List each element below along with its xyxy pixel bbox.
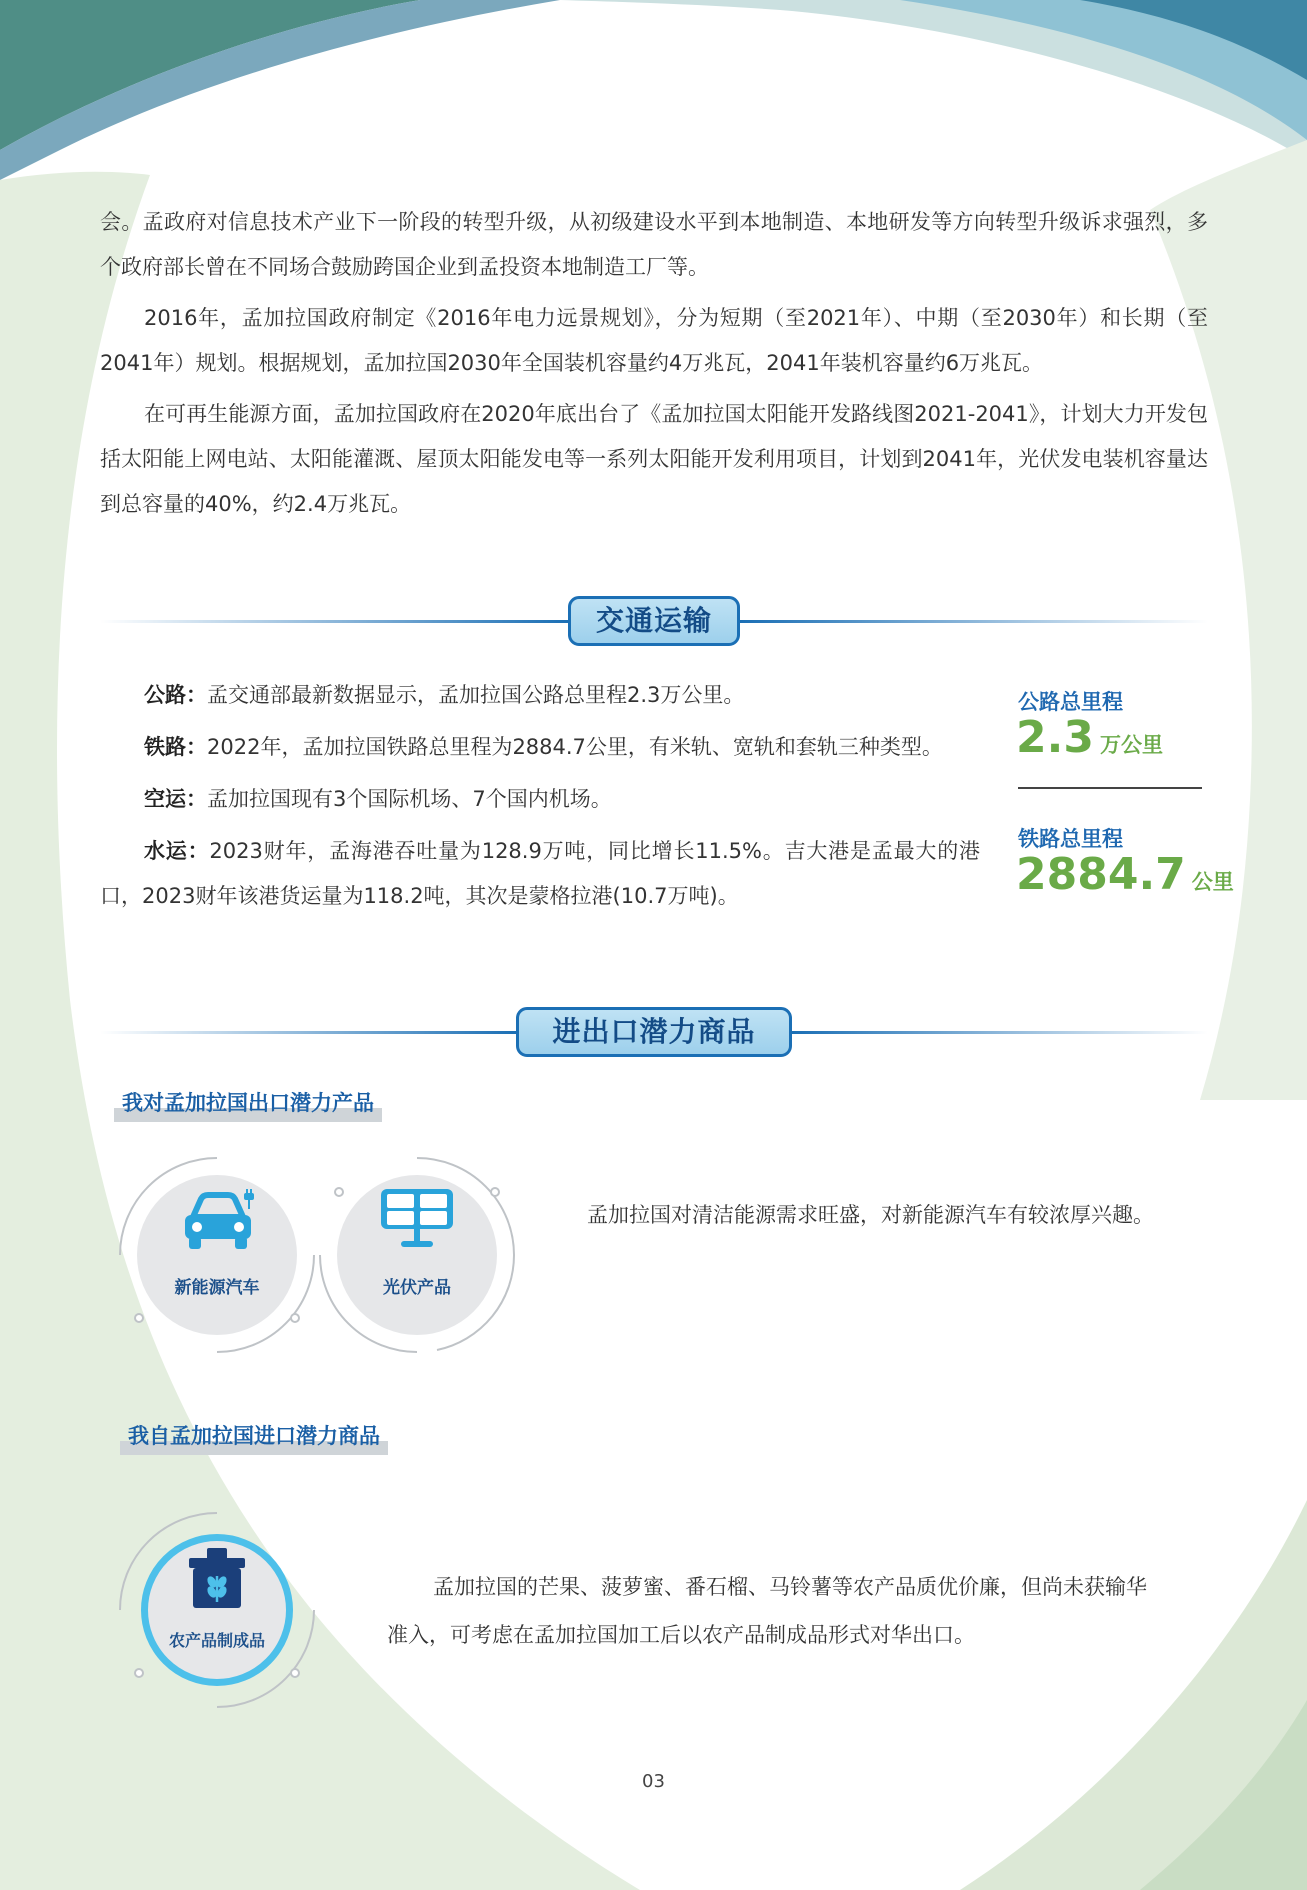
stat-divider xyxy=(1018,787,1202,789)
export-description: 孟加拉国对清洁能源需求旺盛，对新能源汽车有较浓厚兴趣。 xyxy=(587,1203,1154,1227)
trade-section-header xyxy=(100,1007,1208,1057)
page-number: 03 xyxy=(642,1771,665,1792)
rail-text: 2022年，孟加拉国铁路总里程为2884.7公里，有米轨、宽轨和套轨三种类型。 xyxy=(207,735,943,759)
export-heading-text: 我对孟加拉国出口潜力产品 xyxy=(122,1091,374,1115)
rail-stat-label: 铁路总里程 xyxy=(1018,827,1123,851)
rail-label: 铁路： xyxy=(144,735,207,759)
road-stat-unit: 万公里 xyxy=(1099,733,1163,757)
rail-stat-unit: 公里 xyxy=(1191,870,1234,894)
import-heading-text: 我自孟加拉国进口潜力商品 xyxy=(128,1424,380,1448)
export-item-ev xyxy=(117,1155,317,1355)
rail-stat-number: 2884.7 xyxy=(1016,849,1186,900)
intro-paragraph-3: 在可再生能源方面，孟加拉国政府在2020年底出台了《孟加拉国太阳能开发路线图2021-2041》，计划大力开发包括太阳能上网电站、太阳能灌溉、屋顶太阳能发电等一系列太阳能开发利用项目，计划到2041年，光伏发电装机容量达到总容量的40%，约2.4万兆瓦。 xyxy=(100,402,1208,516)
air-label: 空运： xyxy=(144,787,207,811)
road-text: 孟交通部最新数据显示，孟加拉国公路总里程2.3万公里。 xyxy=(207,683,745,707)
agricultural-product-icon xyxy=(185,1546,249,1612)
water-label: 水运： xyxy=(144,839,210,863)
electric-car-icon xyxy=(179,1187,259,1257)
intro-paragraph-1: 会。孟政府对信息技术产业下一阶段的转型升级，从初级建设水平到本地制造、本地研发等方向转型升级诉求强烈，多个政府部长曾在不同场合鼓励跨国企业到孟投资本地制造工厂等。 xyxy=(100,210,1208,279)
header-rule-right xyxy=(740,620,1208,623)
export-item-pv-label: 光伏产品 xyxy=(383,1278,451,1298)
import-item-agri xyxy=(117,1510,317,1710)
road-stat-value xyxy=(1016,712,1163,763)
import-item-agri-label: 农产品制成品 xyxy=(168,1631,265,1650)
export-item-pv xyxy=(317,1155,517,1355)
transport-air xyxy=(100,777,980,822)
transport-section-header xyxy=(100,596,1208,646)
import-description: 孟加拉国的芒果、菠萝蜜、番石榴、马铃薯等农产品质优价廉，但尚未获输华准入，可考虑在孟加拉国加工后以农产品制成品形式对华出口。 xyxy=(387,1575,1147,1647)
header-rule-right xyxy=(792,1031,1208,1034)
road-stat-number: 2.3 xyxy=(1016,712,1094,763)
water-text: 2023财年，孟海港吞吐量为128.9万吨，同比增长11.5%。吉大港是孟最大的港口，2023财年该港货运量为118.2吨，其次是蒙格拉港(10.7万吨)。 xyxy=(100,839,981,908)
air-text: 孟加拉国现有3个国际机场、7个国内机场。 xyxy=(207,787,612,811)
transport-section-title: 交通运输 xyxy=(568,596,740,646)
solar-panel-icon xyxy=(377,1185,457,1255)
trade-section-title: 进出口潜力商品 xyxy=(516,1007,792,1057)
transport-road xyxy=(100,673,980,718)
export-heading xyxy=(114,1088,382,1122)
rail-stat-value xyxy=(1016,849,1234,900)
transport-rail xyxy=(100,725,980,770)
import-heading xyxy=(120,1421,388,1455)
road-stat-label: 公路总里程 xyxy=(1018,690,1123,714)
header-rule-left xyxy=(100,620,568,623)
export-item-ev-label: 新能源汽车 xyxy=(174,1278,260,1298)
header-rule-left xyxy=(100,1031,516,1034)
transport-water xyxy=(100,829,980,919)
intro-paragraph-2: 2016年，孟加拉国政府制定《2016年电力远景规划》，分为短期（至2021年）、中期（至2030年）和长期（至2041年）规划。根据规划，孟加拉国2030年全国装机容量约4万兆瓦，2041年装机容量约6万兆瓦。 xyxy=(100,306,1208,375)
road-label: 公路： xyxy=(144,683,207,707)
